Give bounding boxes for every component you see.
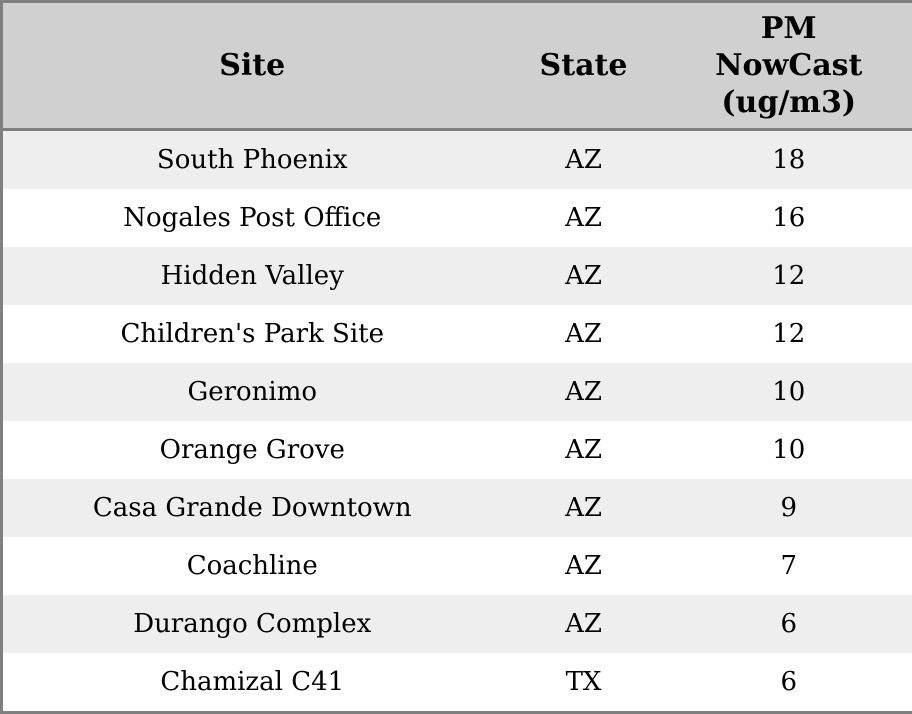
- site-cell: Coachline: [2, 537, 502, 595]
- site-cell: Chamizal C41: [2, 653, 502, 713]
- site-cell: Geronimo: [2, 363, 502, 421]
- table-body: [2, 130, 912, 713]
- site-cell: Orange Grove: [2, 421, 502, 479]
- table-row: [2, 595, 912, 653]
- table-row: [2, 479, 912, 537]
- state-cell: AZ: [502, 189, 666, 247]
- state-cell: AZ: [502, 130, 666, 190]
- state-cell: AZ: [502, 479, 666, 537]
- table-row: [2, 189, 912, 247]
- column-header-pm-nowcast: [666, 2, 912, 130]
- state-cell: TX: [502, 653, 666, 713]
- header-row: [2, 2, 912, 130]
- site-cell: Durango Complex: [2, 595, 502, 653]
- site-cell: South Phoenix: [2, 130, 502, 190]
- state-cell: AZ: [502, 305, 666, 363]
- site-cell: Nogales Post Office: [2, 189, 502, 247]
- column-header-state: [502, 2, 666, 130]
- state-cell: AZ: [502, 363, 666, 421]
- column-header-state-label: State: [540, 47, 628, 84]
- pm-nowcast-cell: 9: [666, 479, 912, 537]
- state-cell: AZ: [502, 421, 666, 479]
- column-header-pm-nowcast-label: PM NowCast (ug/m3): [706, 10, 871, 121]
- pm-nowcast-cell: 7: [666, 537, 912, 595]
- state-cell: AZ: [502, 247, 666, 305]
- pm-nowcast-cell: 16: [666, 189, 912, 247]
- pm-nowcast-cell: 10: [666, 363, 912, 421]
- pm-nowcast-cell: 10: [666, 421, 912, 479]
- table-row: [2, 421, 912, 479]
- site-cell: Children's Park Site: [2, 305, 502, 363]
- table-header: [2, 2, 912, 130]
- table-row: [2, 305, 912, 363]
- pm-nowcast-cell: 6: [666, 653, 912, 713]
- pm-nowcast-cell: 6: [666, 595, 912, 653]
- table-row: [2, 653, 912, 713]
- column-header-site: [2, 2, 502, 130]
- state-cell: AZ: [502, 595, 666, 653]
- table-row: [2, 130, 912, 190]
- state-cell: AZ: [502, 537, 666, 595]
- table-row: [2, 247, 912, 305]
- site-cell: Casa Grande Downtown: [2, 479, 502, 537]
- site-cell: Hidden Valley: [2, 247, 502, 305]
- pm-nowcast-cell: 18: [666, 130, 912, 190]
- table-row: [2, 363, 912, 421]
- pm-nowcast-cell: 12: [666, 247, 912, 305]
- column-header-site-label: Site: [219, 47, 285, 84]
- table-row: [2, 537, 912, 595]
- pm-nowcast-cell: 12: [666, 305, 912, 363]
